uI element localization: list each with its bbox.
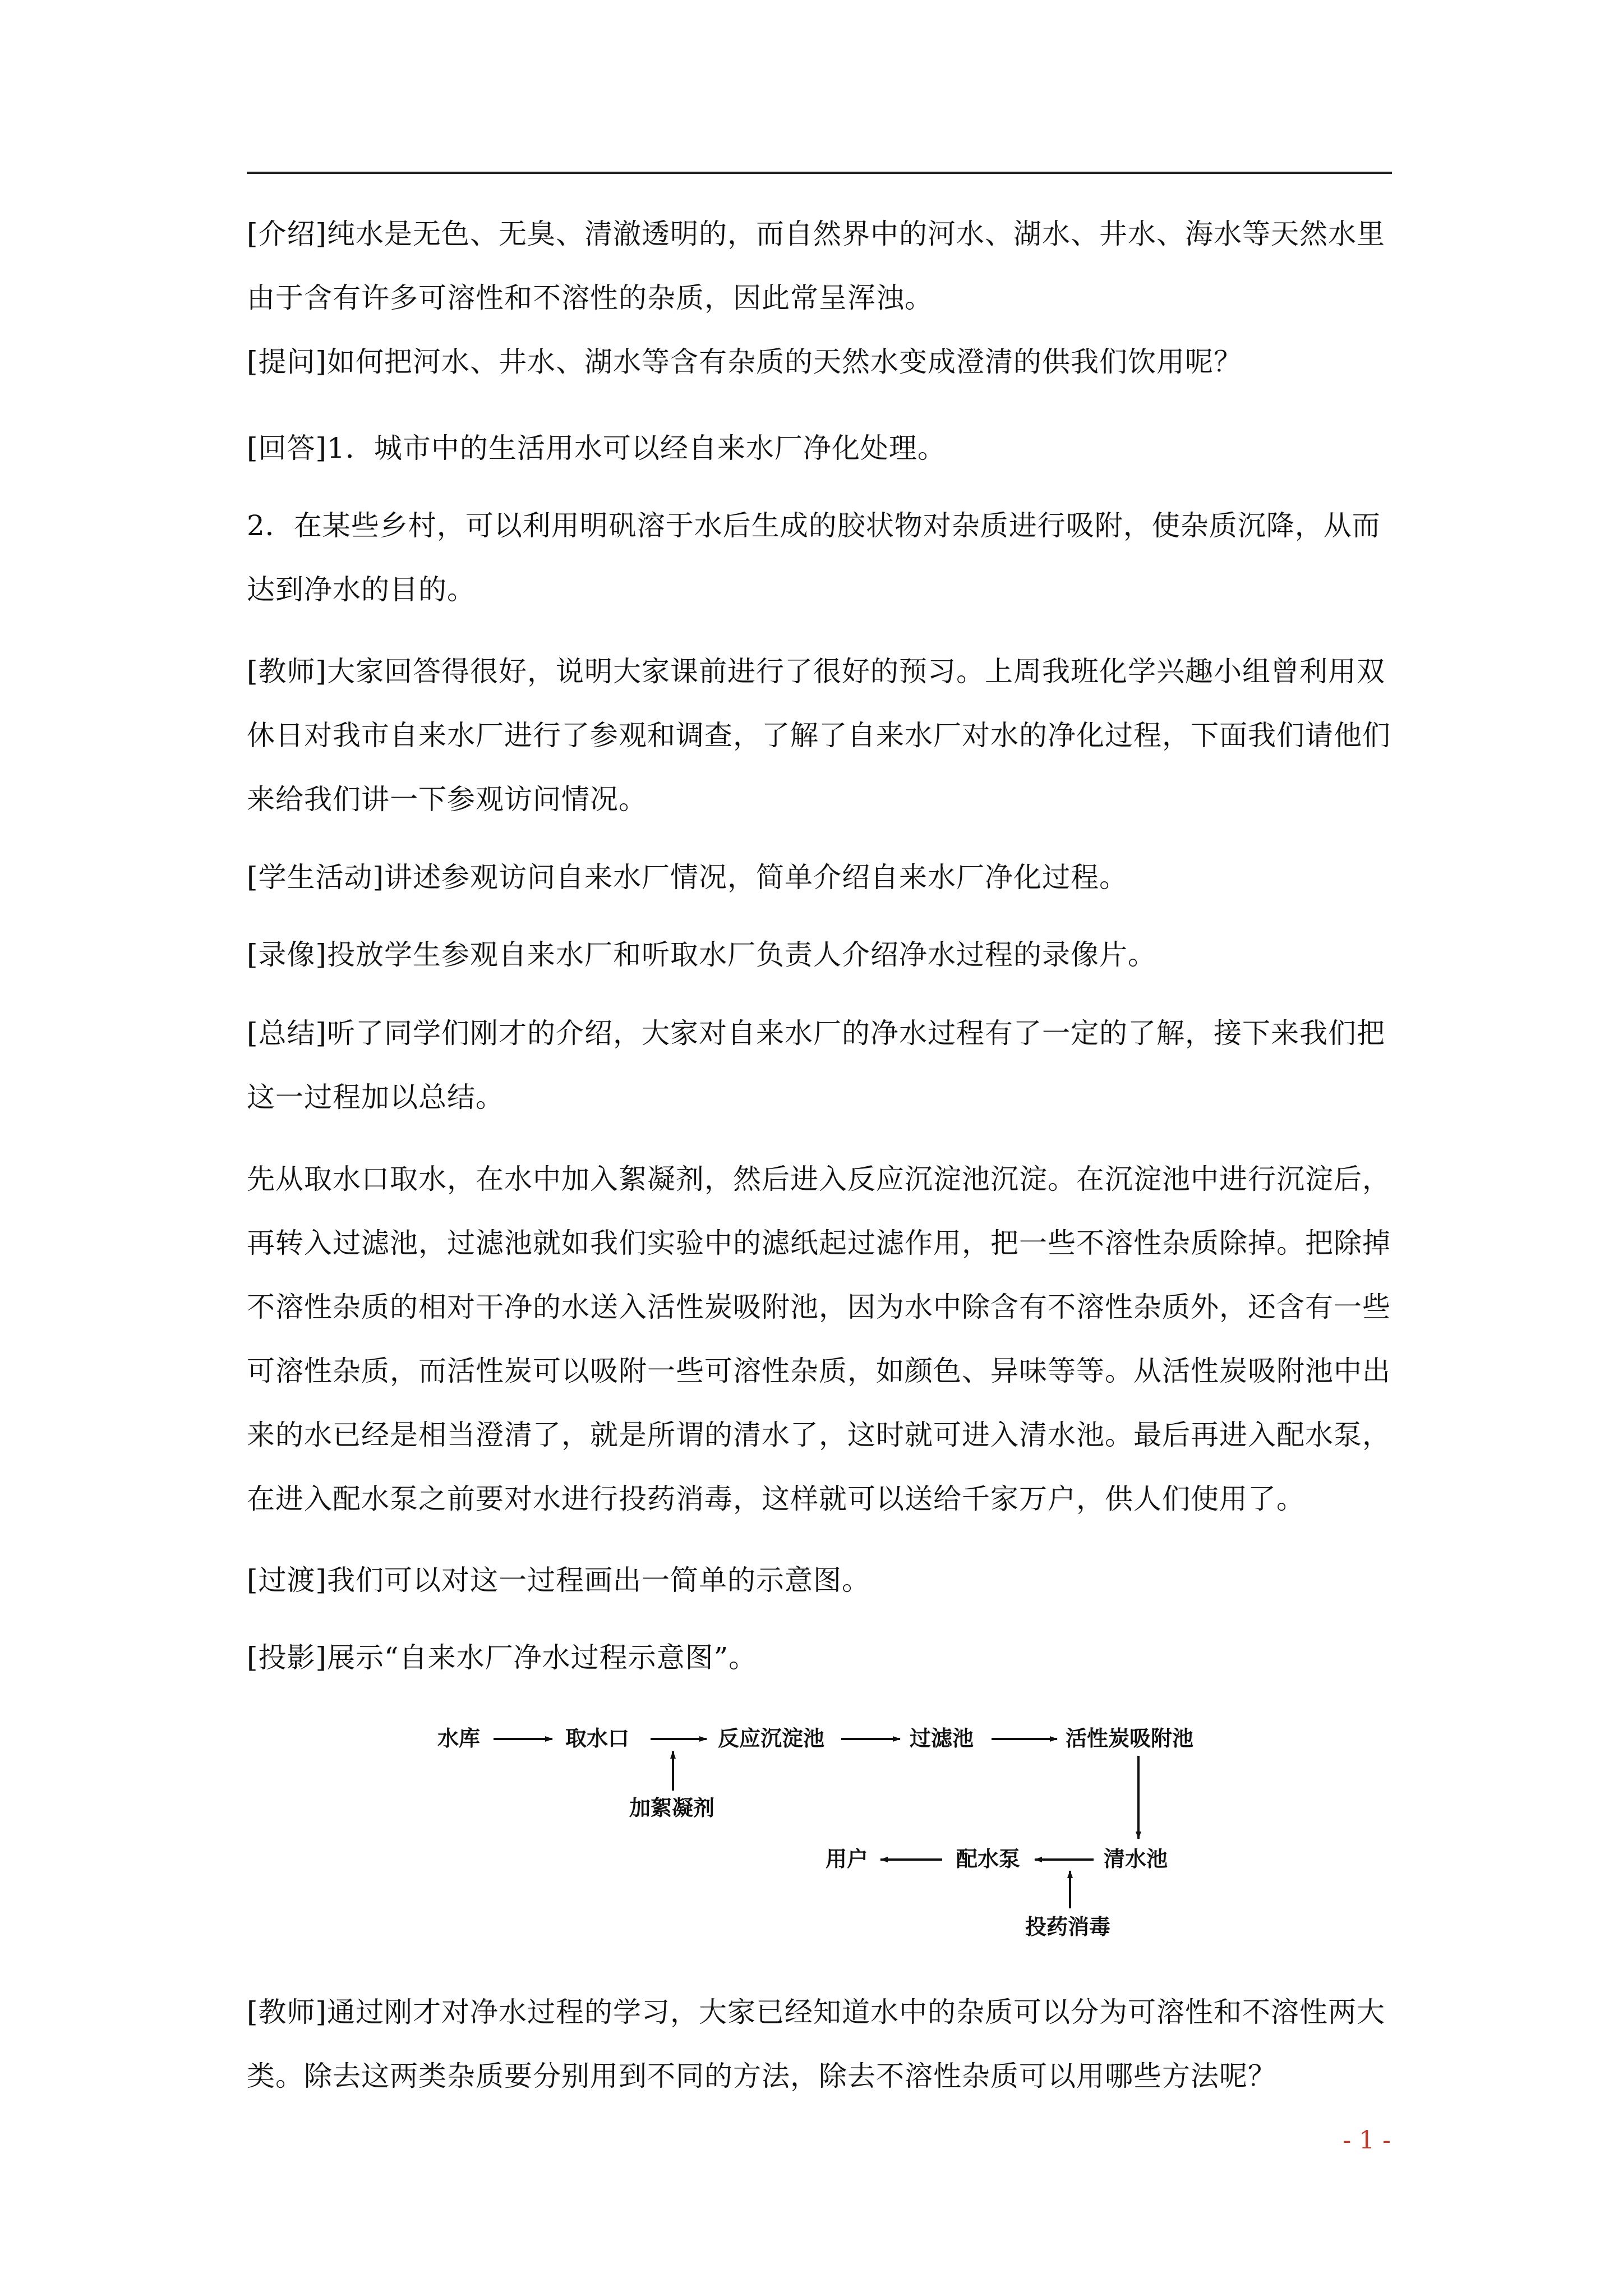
paragraph-intro: [介绍]纯水是无色、无臭、清澈透明的，而自然界中的河水、湖水、井水、海水等天然水里由于含有许多可溶性和不溶性的杂质，因此常呈浑浊。: [247, 218, 1386, 314]
paragraph-student-activity: [学生活动]讲述参观访问自来水厂情况，简单介绍自来水厂净化过程。: [247, 861, 1128, 894]
paragraph-question: [提问]如何把河水、井水、湖水等含有杂质的天然水变成澄清的供我们饮用呢？: [247, 346, 1243, 378]
node-clear-pool: 清水池: [1104, 1847, 1168, 1871]
node-carbon-adsorption: 活性炭吸附池: [1066, 1726, 1194, 1751]
node-intake: 取水口: [565, 1726, 630, 1751]
paragraph-video: [录像]投放学生参观自来水厂和听取水厂负责人介绍净水过程的录像片。: [247, 938, 1157, 971]
node-flocculant: 加絮凝剂: [629, 1796, 715, 1820]
paragraph-answer-1: [回答]1．城市中的生活用水可以经自来水厂净化处理。: [247, 432, 946, 464]
paragraph-teacher-question: [教师]通过刚才对净水过程的学习，大家已经知道水中的杂质可以分为可溶性和不溶性两大类。除去这两类杂质要分别用到不同的方法，除去不溶性杂质可以用哪些方法呢？: [247, 1996, 1386, 2092]
node-filter: 过滤池: [910, 1726, 974, 1751]
header-rule: [247, 172, 1392, 174]
paragraph-process: 先从取水口取水，在水中加入絮凝剂，然后进入反应沉淀池沉淀。在沉淀池中进行沉淀后，再转入过滤池，过滤池就如我们实验中的滤纸起过滤作用，把一些不溶性杂质除掉。把除掉不溶性杂质的相对干净的水送入活性炭吸附池，因为水中除含有不溶性杂质外，还含有一些可溶性杂质，而活性炭可以吸附一些可溶性杂质，如颜色、异味等等。从活性炭吸附池中出来的水已经是相当澄清了，就是所谓的清水了，这时就可进入清水池。最后再进入配水泵，在进入配水泵之前要对水进行投药消毒，这样就可以送给千家万户，供人们使用了。: [247, 1163, 1391, 1515]
node-users: 用户: [826, 1847, 869, 1871]
paragraph-projection: [投影]展示“自来水厂净水过程示意图”。: [247, 1641, 758, 1674]
page-number: - 1 -: [1343, 2126, 1391, 2155]
paragraph-answer-2: 2．在某些乡村，可以利用明矾溶于水后生成的胶状物对杂质进行吸附，使杂质沉降，从而达到净水的目的。: [247, 509, 1381, 606]
paragraph-summary: [总结]听了同学们刚才的介绍，大家对自来水厂的净水过程有了一定的了解，接下来我们把这一过程加以总结。: [247, 1017, 1386, 1114]
node-disinfect: 投药消毒: [1025, 1915, 1111, 1939]
paragraph-transition: [过渡]我们可以对这一过程画出一简单的示意图。: [247, 1564, 871, 1596]
paragraph-teacher: [教师]大家回答得很好，说明大家课前进行了很好的预习。上周我班化学兴趣小组曾利用双休日对我市自来水厂进行了参观和调查，了解了自来水厂对水的净化过程，下面我们请他们来给我们讲一下参观访问情况。: [247, 655, 1391, 816]
node-reservoir: 水库: [437, 1726, 481, 1751]
node-pump: 配水泵: [956, 1847, 1021, 1871]
water-purification-diagram: [426, 1700, 1234, 1947]
node-sedimentation: 反应沉淀池: [718, 1726, 825, 1751]
